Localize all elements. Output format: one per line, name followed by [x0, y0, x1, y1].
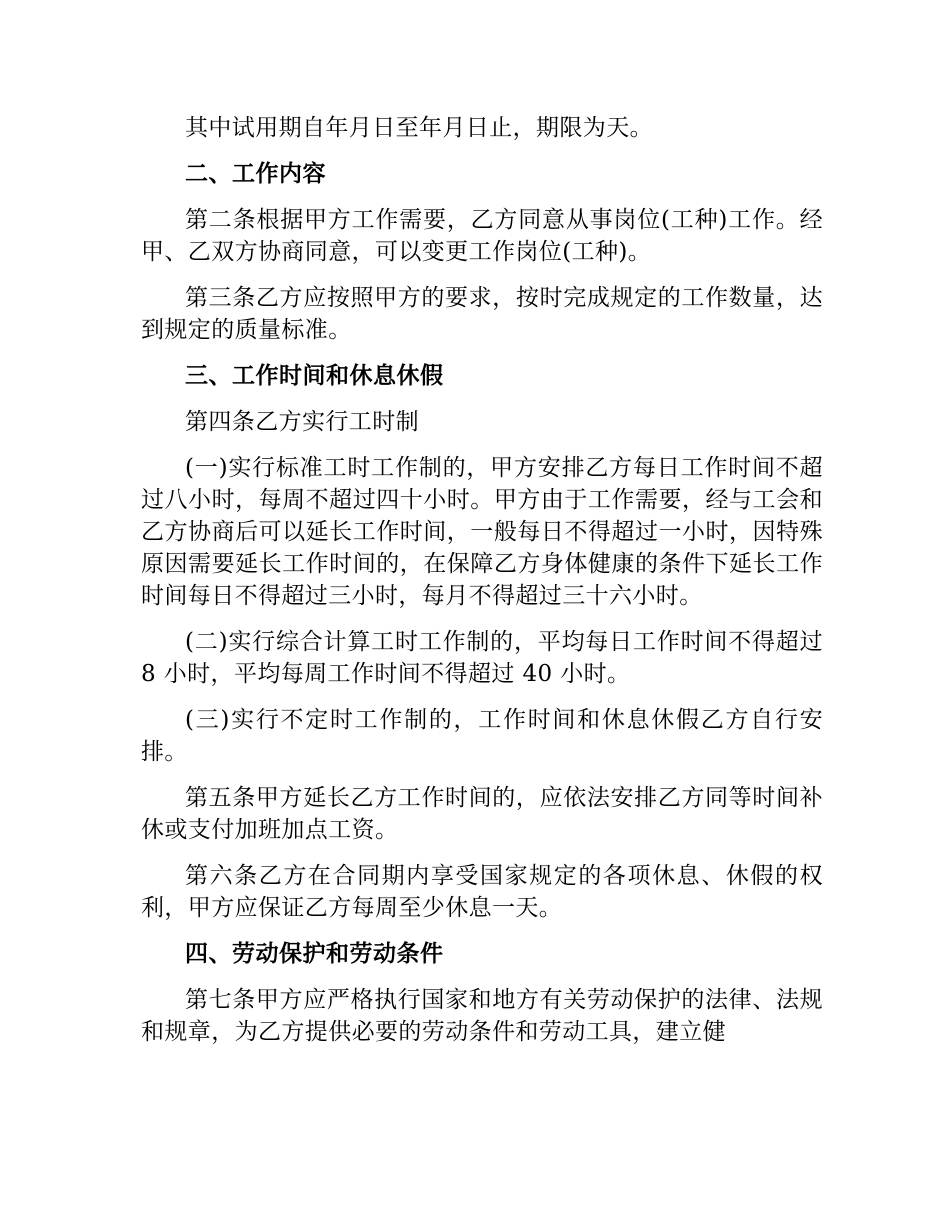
- document-body: [141, 112, 823, 1062]
- paragraph-comprehensive-hours: (二)实行综合计算工时工作制的，平均每日工作时间不得超过 8 小时，平均每周工作时间不得超过 40 小时。: [141, 629, 823, 687]
- paragraph-article-3: 第三条乙方应按照甲方的要求，按时完成规定的工作数量，达到规定的质量标准。: [141, 285, 823, 343]
- section-heading-work-hours: 三、工作时间和休息休假: [185, 363, 444, 389]
- paragraph-standard-hours: (一)实行标准工时工作制的，甲方安排乙方每日工作时间不超过八小时，每周不超过四十小时。甲方由于工作需要，经与工会和乙方协商后可以延长工作时间，一般每日不得超过一小时，因特殊原因需要延长工作时间的，在保障乙方身体健康的条件下延长工作时间每日不得超过三小时，每月不得超过三十六小时。: [141, 455, 823, 609]
- paragraph-article-2: 第二条根据甲方工作需要，乙方同意从事岗位(工种)工作。经甲、乙双方协商同意，可以变更工作岗位(工种)。: [141, 207, 823, 265]
- paragraph-probation: 其中试用期自年月日至年月日止，期限为天。: [185, 115, 653, 141]
- paragraph-article-4: 第四条乙方实行工时制: [185, 409, 419, 435]
- paragraph-article-7: 第七条甲方应严格执行国家和地方有关劳动保护的法律、法规和规章，为乙方提供必要的劳动条件和劳动工具，建立健: [141, 987, 823, 1045]
- paragraph-article-6: 第六条乙方在合同期内享受国家规定的各项休息、休假的权利，甲方应保证乙方每周至少休息一天。: [141, 863, 823, 921]
- section-heading-work-content: 二、工作内容: [185, 161, 326, 187]
- section-heading-labor-protection: 四、劳动保护和劳动条件: [185, 941, 444, 967]
- paragraph-article-5: 第五条甲方延长乙方工作时间的，应依法安排乙方同等时间补休或支付加班加点工资。: [141, 785, 823, 843]
- paragraph-flexible-hours: (三)实行不定时工作制的，工作时间和休息休假乙方自行安排。: [141, 707, 823, 765]
